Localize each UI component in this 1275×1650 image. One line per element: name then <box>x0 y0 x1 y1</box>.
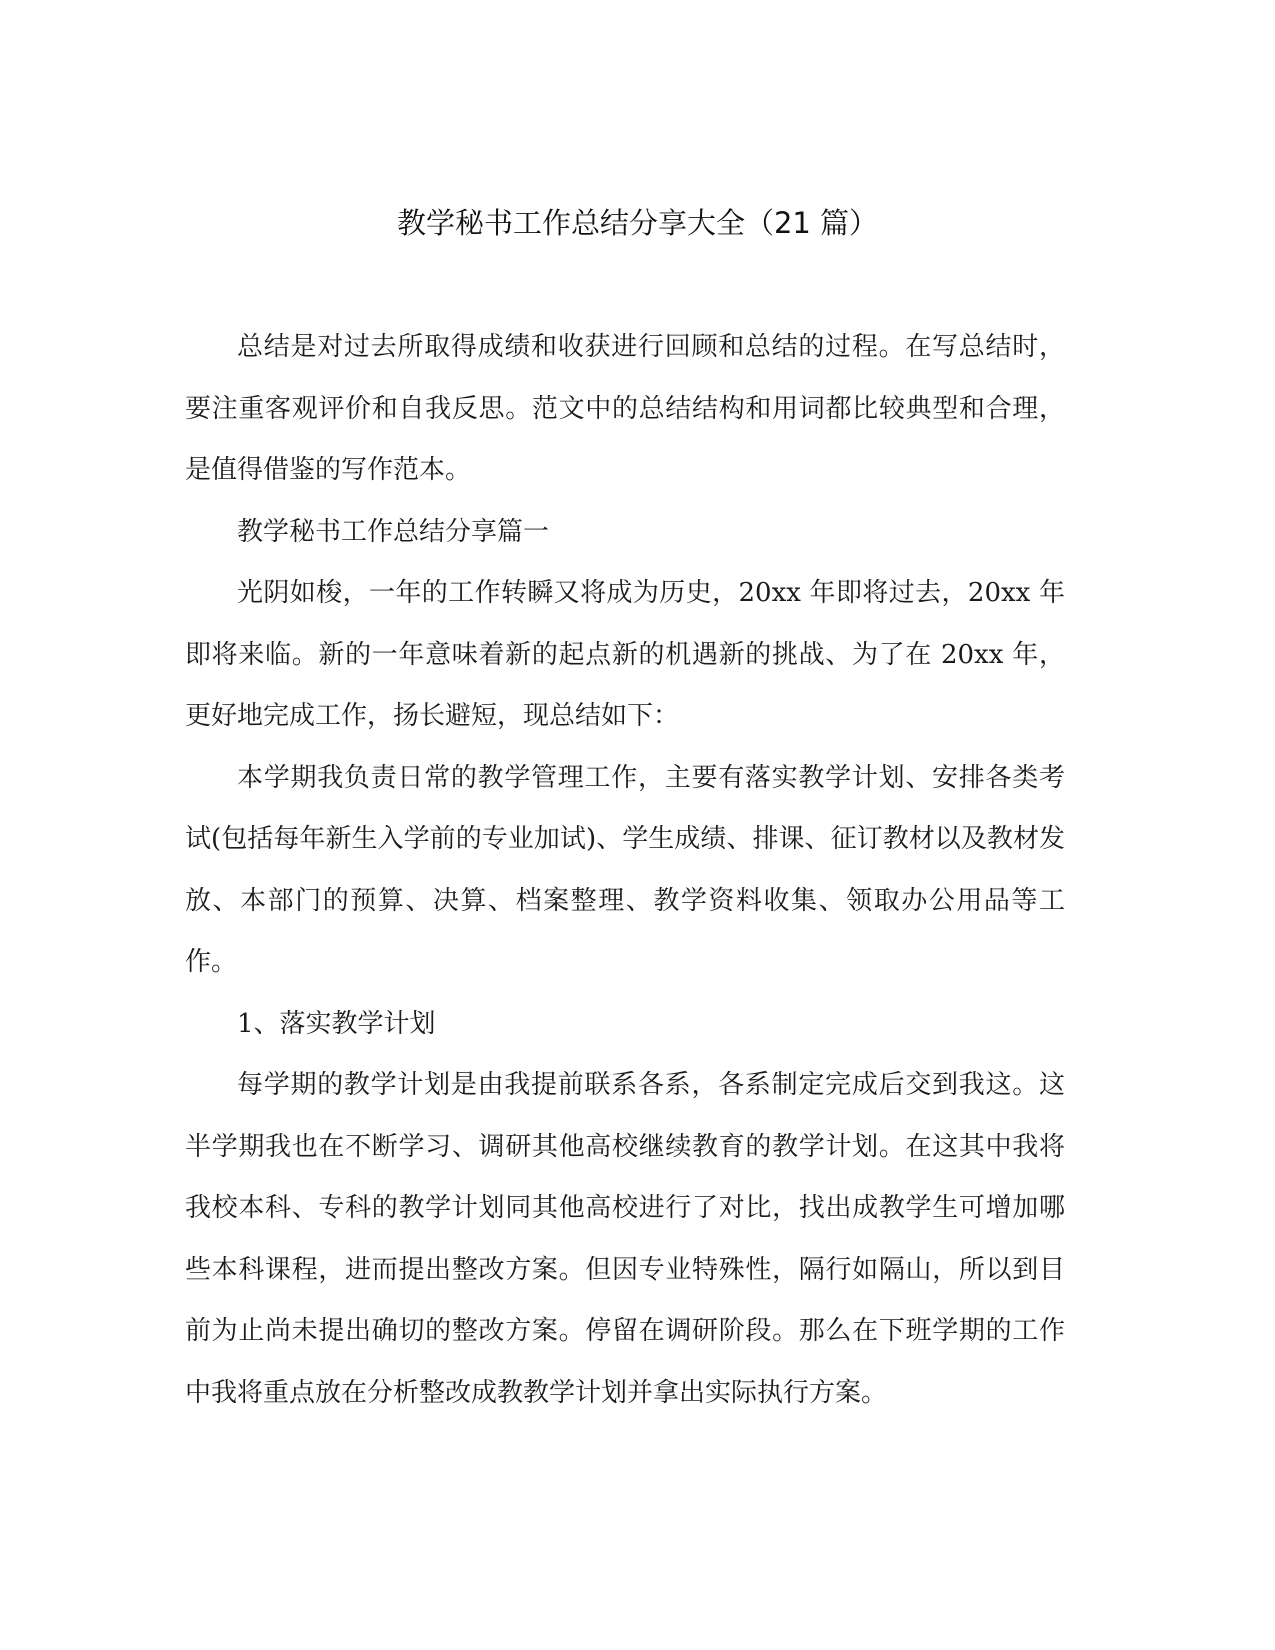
subsection-heading: 1、落实教学计划 <box>237 1008 436 1039</box>
document-title: 教学秘书工作总结分享大全（21 篇） <box>396 206 879 240</box>
document-body <box>185 317 1065 1424</box>
section-heading: 教学秘书工作总结分享篇一 <box>237 516 550 547</box>
body-paragraph: 光阴如梭，一年的工作转瞬又将成为历史，20xx 年即将过去，20xx 年即将来临。新的一年意味着新的起点新的机遇新的挑战、为了在 20xx 年，更好地完成工作，扬长避短，现总结如下： <box>185 578 1065 731</box>
intro-paragraph: 总结是对过去所取得成绩和收获进行回顾和总结的过程。在写总结时，要注重客观评价和自我反思。范文中的总结结构和用词都比较典型和合理，是值得借鉴的写作范本。 <box>185 332 1065 485</box>
body-paragraph: 本学期我负责日常的教学管理工作，主要有落实教学计划、安排各类考试(包括每年新生入学前的专业加试)、学生成绩、排课、征订教材以及教材发放、本部门的预算、决算、档案整理、教学资料收集、领取办公用品等工作。 <box>185 762 1065 977</box>
body-paragraph: 每学期的教学计划是由我提前联系各系，各系制定完成后交到我这。这半学期我也在不断学习、调研其他高校继续教育的教学计划。在这其中我将我校本科、专科的教学计划同其他高校进行了对比，找出成教学生可增加哪些本科课程，进而提出整改方案。但因专业特殊性，隔行如隔山，所以到目前为止尚未提出确切的整改方案。停留在调研阶段。那么在下班学期的工作中我将重点放在分析整改成教教学计划并拿出实际执行方案。 <box>185 1070 1065 1408</box>
